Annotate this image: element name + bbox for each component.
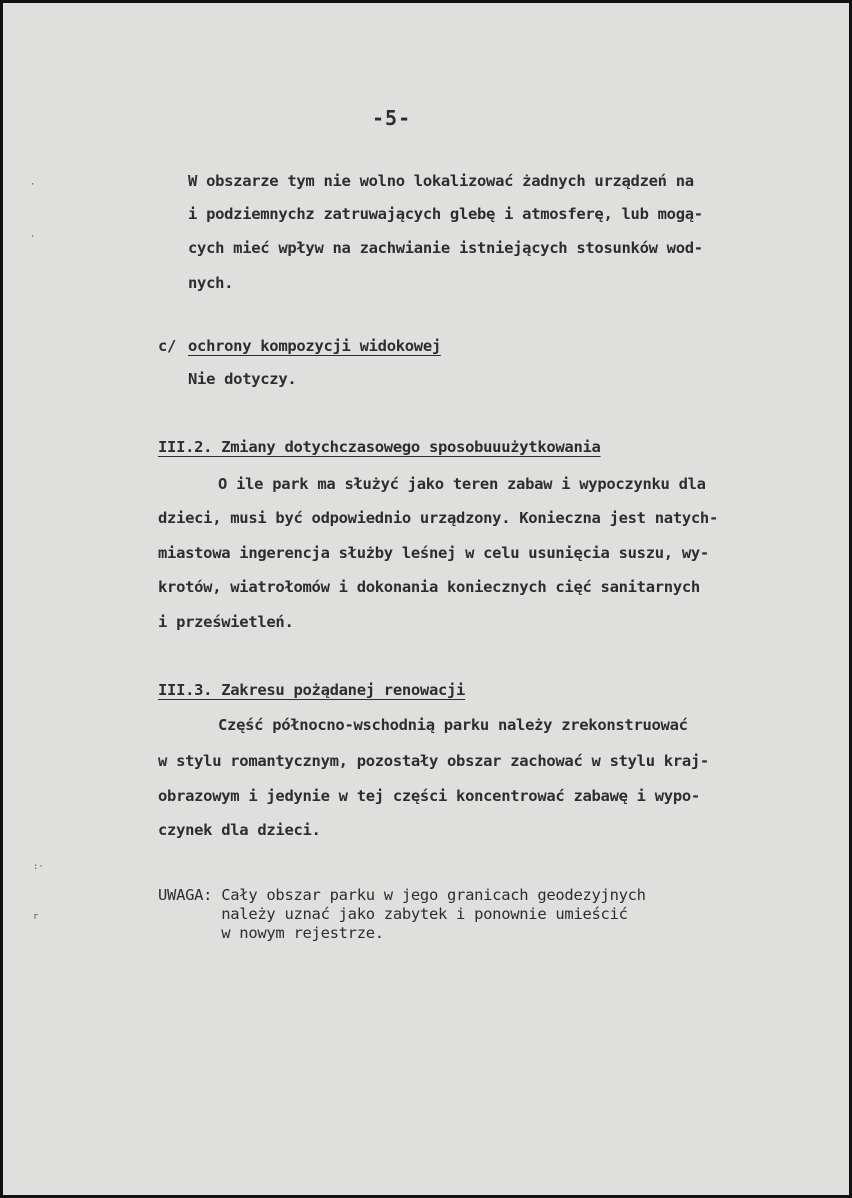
section-iii3-line-1: Część północno-wschodnią parku należy zrekonstruować (218, 716, 688, 734)
para1-line-4: nych. (188, 274, 234, 292)
section-iii2-heading: III.2. Zmiany dotychczasowego sposobuuużytkowania (158, 438, 601, 456)
section-iii3-line-2: w stylu romantycznym, pozostały obszar zachować w stylu kraj- (158, 752, 709, 770)
page-number: -5- (372, 106, 412, 130)
note-line-1: UWAGA: Cały obszar parku w jego granicach geodezyjnych (158, 886, 646, 904)
margin-speck: r (33, 912, 39, 922)
section-iii2-line-4: krotów, wiatrołomów i dokonania koniecznych cięć sanitarnych (158, 578, 700, 596)
section-c-heading: ochrony kompozycji widokowej (188, 337, 441, 355)
section-iii2-line-5: i prześwietleń. (158, 613, 294, 631)
section-iii3-heading: III.3. Zakresu pożądanej renowacji (158, 681, 466, 699)
para1-line-2: i podziemnychz zatruwających glebę i atmosferę, lub mogą- (188, 205, 703, 223)
section-iii2-line-1: O ile park ma służyć jako teren zabaw i wypoczynku dla (218, 475, 706, 493)
note-line-2: należy uznać jako zabytek i ponownie umieścić (158, 905, 628, 923)
para1-line-1: W obszarze tym nie wolno lokalizować żadnych urządzeń na (188, 172, 694, 190)
section-iii2-line-2: dzieci, musi być odpowiednio urządzony. Konieczna jest natych- (158, 509, 718, 527)
section-iii3-line-3: obrazowym i jedynie w tej części koncentrować zabawę i wypo- (158, 787, 700, 805)
margin-speck: :· (33, 862, 44, 872)
section-iii2-line-3: miastowa ingerencja służby leśnej w celu usunięcia suszu, wy- (158, 544, 709, 562)
para1-line-3: cych mieć wpływ na zachwianie istniejących stosunków wod- (188, 239, 703, 257)
section-c-label: c/ (158, 337, 177, 355)
note-line-3: w nowym rejestrze. (158, 924, 384, 942)
section-iii3-line-4: czynek dla dzieci. (158, 821, 321, 839)
margin-speck: · (30, 180, 36, 190)
section-c-text: Nie dotyczy. (188, 370, 297, 388)
margin-speck: · (30, 232, 36, 242)
